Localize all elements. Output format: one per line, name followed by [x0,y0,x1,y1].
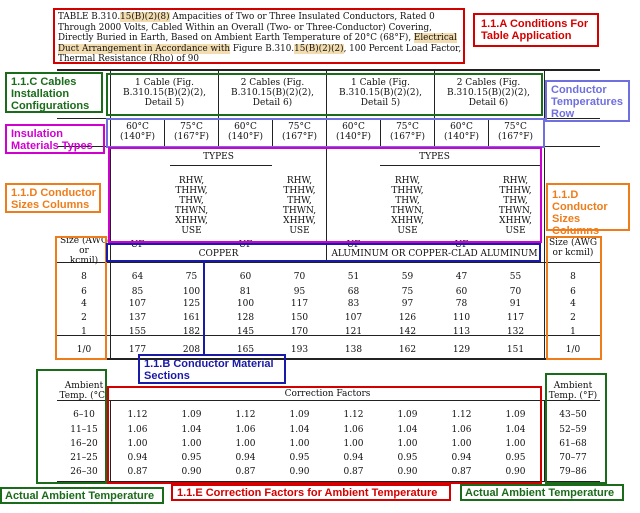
ampacity-cell: 70 [509,287,522,297]
correction-cell: 1.00 [235,439,256,449]
ampacity-cell: 128 [236,313,255,323]
ampacity-cell: 95 [293,287,306,297]
ampacity-cell: 75 [185,272,198,282]
type-cell: RHW, THHW, THW, THWN, XHHW, USE [282,176,317,236]
ambient-c-cell: 6–10 [73,410,95,420]
size-cell: 6 [81,287,87,297]
ampacity-cell: 182 [182,327,201,337]
material-label-box [138,354,286,384]
correction-cell: 0.87 [343,467,364,477]
ambient-right-label-box [460,484,624,501]
size-cell: 4 [570,299,576,309]
correction-cell: 1.12 [127,410,148,420]
size-cell: 1/0 [76,345,92,355]
size-cell: 2 [81,313,87,323]
ampacity-cell: 113 [452,327,471,337]
ambient-right-box [545,373,607,484]
temp-cell: 75°C (167°F) [174,122,209,142]
size-cell: 2 [570,313,576,323]
ampacity-cell: 75 [401,287,414,297]
correction-cell: 0.94 [451,453,472,463]
config-cell: 1 Cable (Fig. B.310.15(B)(2)(2), Detail 5) [123,78,206,108]
ampacity-cell: 97 [401,299,414,309]
temp-cell: 60°C (140°F) [228,122,263,142]
size-header-left: Size (AWG or kcmil) [59,236,109,266]
correction-cell: 1.00 [127,439,148,449]
correction-cell: 1.00 [451,439,472,449]
ampacity-cell: 59 [401,272,414,282]
correction-cell: 1.04 [289,425,310,435]
material-box [106,243,541,262]
correction-cell: 0.94 [343,453,364,463]
correction-cell: 0.94 [127,453,148,463]
ampacity-cell: 85 [131,287,144,297]
correction-cell: 1.00 [397,439,418,449]
config-cell: 2 Cables (Fig. B.310.15(B)(2)(2), Detail 6) [231,78,314,108]
correction-label-box [171,484,451,501]
sizes-right-label-box [546,183,630,237]
correction-cell: 1.04 [505,425,526,435]
configurations-label: 1.1.C Cables Installation Configurations [11,76,90,112]
ampacity-cell: 121 [344,327,363,337]
insulation-label: Insulation Materials Types [11,128,93,152]
ampacity-cell: 70 [293,272,306,282]
type-cell: UF [130,240,145,250]
type-cell: UF [238,240,253,250]
ampacity-cell: 68 [347,287,360,297]
correction-cell: 0.95 [181,453,202,463]
temperature-label: Conductor Temperatures Row [551,84,623,120]
ambient-c-cell: 11–15 [70,425,98,435]
ambient-c-cell: 21–25 [70,453,98,463]
ambient-left-label: Actual Ambient Temperature [5,490,155,502]
correction-cell: 1.09 [397,410,418,420]
ambient-f-cell: 70–77 [559,453,587,463]
ampacity-cell: 208 [182,345,201,355]
sizes-left-box [55,236,107,360]
ampacity-cell: 100 [182,287,201,297]
ambient-left-box [36,369,107,484]
ambient-f-cell: 61–68 [559,439,587,449]
correction-cell: 1.06 [451,425,472,435]
correction-cell: 0.87 [451,467,472,477]
ampacity-cell: 137 [128,313,147,323]
config-cell: 2 Cables (Fig. B.310.15(B)(2)(2), Detail 6) [447,78,530,108]
ampacity-cell: 47 [455,272,468,282]
ampacity-cell: 145 [236,327,255,337]
correction-cell: 1.00 [505,439,526,449]
size-cell: 8 [81,272,87,282]
correction-header: Correction Factors [284,389,371,399]
correction-cell: 1.06 [127,425,148,435]
types-label: TYPES [203,152,234,162]
ambient-left-label-box [0,487,164,504]
correction-cell: 1.09 [289,410,310,420]
ampacity-cell: 64 [131,272,144,282]
correction-cell: 1.12 [235,410,256,420]
correction-cell: 1.04 [181,425,202,435]
ampacity-cell: 138 [344,345,363,355]
conditions-box [53,8,465,64]
correction-cell: 1.06 [235,425,256,435]
temp-cell: 60°C (140°F) [336,122,371,142]
configurations-label-box [5,72,103,113]
type-cell: RHW, THHW, THW, THWN, XHHW, USE [390,176,425,236]
type-cell: UF [454,240,469,250]
ampacity-cell: 170 [290,327,309,337]
insulation-label-box [5,124,105,154]
ambient-f-header: Ambient Temp. (°F) [548,381,598,401]
ampacity-cell: 81 [239,287,252,297]
correction-cell: 1.12 [451,410,472,420]
correction-cell: 0.87 [235,467,256,477]
ambient-right-label: Actual Ambient Temperature [465,487,615,499]
conditions-label: 1.1.A Conditions For Table Application [481,18,589,42]
material-copper: COPPER [198,249,239,259]
ampacity-cell: 162 [398,345,417,355]
size-cell: 8 [570,272,576,282]
size-cell: 1 [570,327,576,337]
temp-cell: 75°C (167°F) [390,122,425,142]
ampacity-cell: 126 [398,313,417,323]
ambient-f-cell: 52–59 [559,425,587,435]
correction-cell: 0.95 [289,453,310,463]
correction-cell: 1.06 [343,425,364,435]
conditions-label-box [473,13,599,47]
ambient-c-header: Ambient Temp. (°C) [59,381,109,401]
correction-cell: 0.94 [235,453,256,463]
ampacity-cell: 100 [236,299,255,309]
config-cell: 1 Cable (Fig. B.310.15(B)(2)(2), Detail 5) [339,78,422,108]
correction-cell: 0.90 [505,467,526,477]
ampacity-cell: 142 [398,327,417,337]
ampacity-cell: 117 [290,299,309,309]
type-cell: UF [346,240,361,250]
size-cell: 1/0 [565,345,581,355]
correction-box [107,386,542,484]
correction-cell: 0.90 [397,467,418,477]
sizes-left-label: 1.1.D Conductor Sizes Columns [11,187,96,211]
size-cell: 1 [81,327,87,337]
ampacity-cell: 78 [455,299,468,309]
ampacity-cell: 129 [452,345,471,355]
temperature-box [106,118,545,148]
ampacity-cell: 55 [509,272,522,282]
ampacity-cell: 151 [506,345,525,355]
ampacity-cell: 193 [290,345,309,355]
material-label: 1.1.B Conductor Material Sections [144,358,274,382]
correction-cell: 1.04 [397,425,418,435]
ambient-f-cell: 43–50 [559,410,587,420]
correction-cell: 0.90 [181,467,202,477]
temperature-label-box [545,80,630,122]
material-aluminum: ALUMINUM OR COPPER-CLAD ALUMINUM [331,249,538,259]
ambient-c-cell: 16–20 [70,439,98,449]
ambient-f-cell: 79–86 [559,467,587,477]
type-cell: RHW, THHW, THW, THWN, XHHW, USE [174,176,209,236]
sizes-right-label: 1.1.D Conductor Sizes Columns [552,189,608,237]
correction-label: 1.1.E Correction Factors for Ambient Temperature [177,487,438,499]
configurations-box [106,73,543,116]
temp-cell: 75°C (167°F) [498,122,533,142]
ampacity-cell: 107 [344,313,363,323]
correction-cell: 0.95 [397,453,418,463]
ampacity-cell: 110 [452,313,471,323]
size-cell: 6 [570,287,576,297]
ampacity-cell: 125 [182,299,201,309]
ampacity-cell: 60 [455,287,468,297]
table-title: TABLE B.310.15(B)(2)(8) Ampacities of Two or Three Insulated Conductors, Rated 0 Through 2000 Volts, Cabled Within an Overall (Two- or Three-Conductor) Covering, Directly Buried in Earth, Based on Ambient Earth Temperature of 20°C (68°F), Electrical Duct Arrangement in Accordance with Figure B.310.15(B)(2)(2), 100 Percent Load Factor, Thermal Resistance (Rho) of 90 [58,12,462,64]
ampacity-cell: 165 [236,345,255,355]
temp-cell: 60°C (140°F) [120,122,155,142]
ampacity-cell: 60 [239,272,252,282]
temp-cell: 75°C (167°F) [282,122,317,142]
ampacity-cell: 177 [128,345,147,355]
insulation-box [108,147,542,243]
ampacity-cell: 51 [347,272,360,282]
types-label: TYPES [419,152,450,162]
size-cell: 4 [81,299,87,309]
ampacity-cell: 155 [128,327,147,337]
ampacity-cell: 150 [290,313,309,323]
correction-cell: 1.00 [181,439,202,449]
correction-cell: 1.12 [343,410,364,420]
size-header-right: Size (AWG or kcmil) [548,238,598,258]
ampacity-cell: 132 [506,327,525,337]
correction-cell: 1.09 [181,410,202,420]
correction-cell: 0.95 [505,453,526,463]
ampacity-cell: 91 [509,299,522,309]
correction-cell: 1.00 [343,439,364,449]
ampacity-cell: 107 [128,299,147,309]
correction-cell: 0.90 [289,467,310,477]
ampacity-cell: 161 [182,313,201,323]
correction-cell: 1.09 [505,410,526,420]
correction-cell: 0.87 [127,467,148,477]
temp-cell: 60°C (140°F) [444,122,479,142]
type-cell: RHW, THHW, THW, THWN, XHHW, USE [498,176,533,236]
ampacity-cell: 83 [347,299,360,309]
ambient-c-cell: 26–30 [70,467,98,477]
sizes-right-box [546,236,602,360]
correction-cell: 1.00 [289,439,310,449]
ampacity-cell: 117 [506,313,525,323]
sizes-left-label-box [5,183,101,213]
material-connector [203,262,205,355]
